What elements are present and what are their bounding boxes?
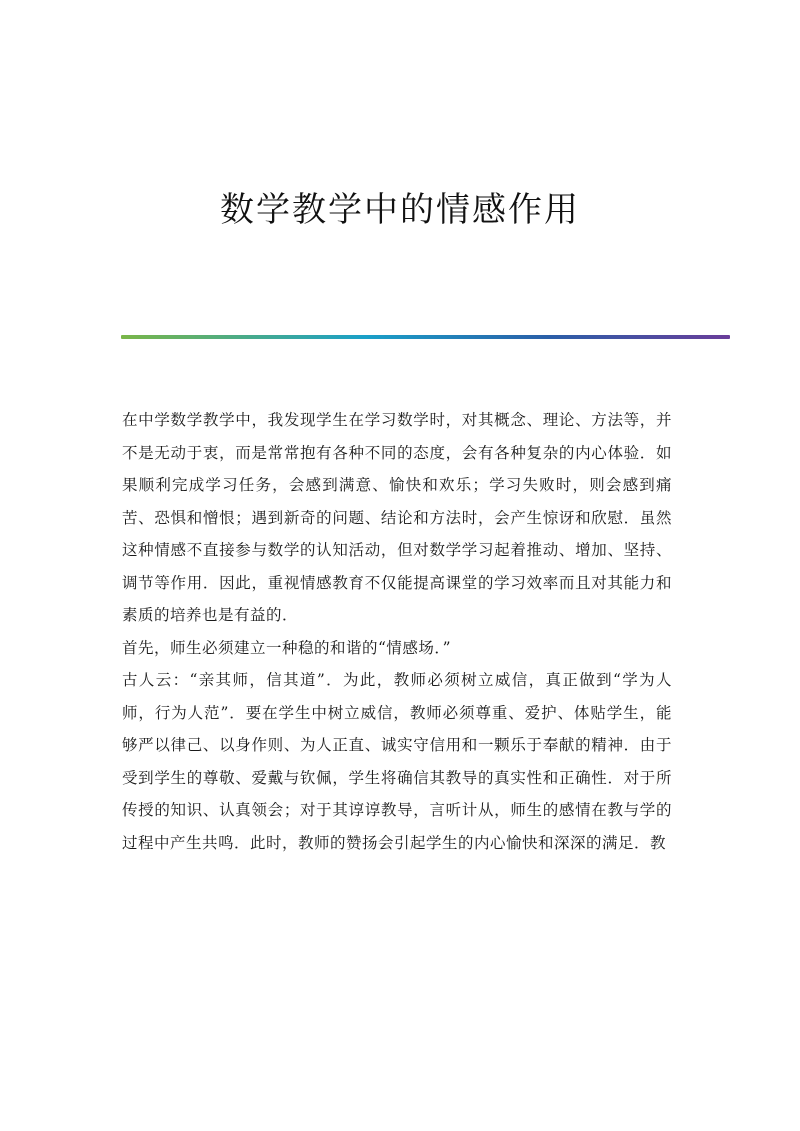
paragraph-heading-first: 首先，师生必须建立一种稳的和谐的“情感场．” — [122, 638, 452, 657]
paragraph-intro: 在中学数学教学中，我发现学生在学习数学时，对其概念、理论、方法等，并不是无动于衷，而是常常抱有各种不同的态度，会有各种复杂的内心体验．如果顺利完成学习任务，会感到满意、愉快和欢乐；学习失败时，则会感到痛苦、恐惧和憎恨；遇到新奇的问题、结论和方法时，会产生惊讶和欣慰．虽然这种情感不直接参与数学的认知活动，但对数学学习起着推动、增加、坚持、调节等作用．因此，重视情感教育不仅能提高课堂的学习效率而且对其能力和素质的培养也是有益的． — [122, 411, 672, 624]
paragraph-teacher-authority: 古人云：“亲其师，信其道”．为此，教师必须树立威信，真正做到“学为人师，行为人范”．要在学生中树立威信，教师必须尊重、爱护、体贴学生，能够严以律己、以身作则、为人正直、诚实守信用和一颗乐于奉献的精神．由于受到学生的尊敬、爱戴与钦佩，学生将确信其教导的真实性和正确性．对于所传授的知识、认真领会；对于其谆谆教导，言听计从，师生的感情在教与学的过程中产生共鸣．此时，教师的赞扬会引起学生的内心愉快和深深的满足．教 — [122, 671, 672, 852]
document-body — [122, 404, 672, 859]
title-divider — [121, 335, 730, 339]
document-title: 数学教学中的情感作用 — [220, 190, 580, 230]
